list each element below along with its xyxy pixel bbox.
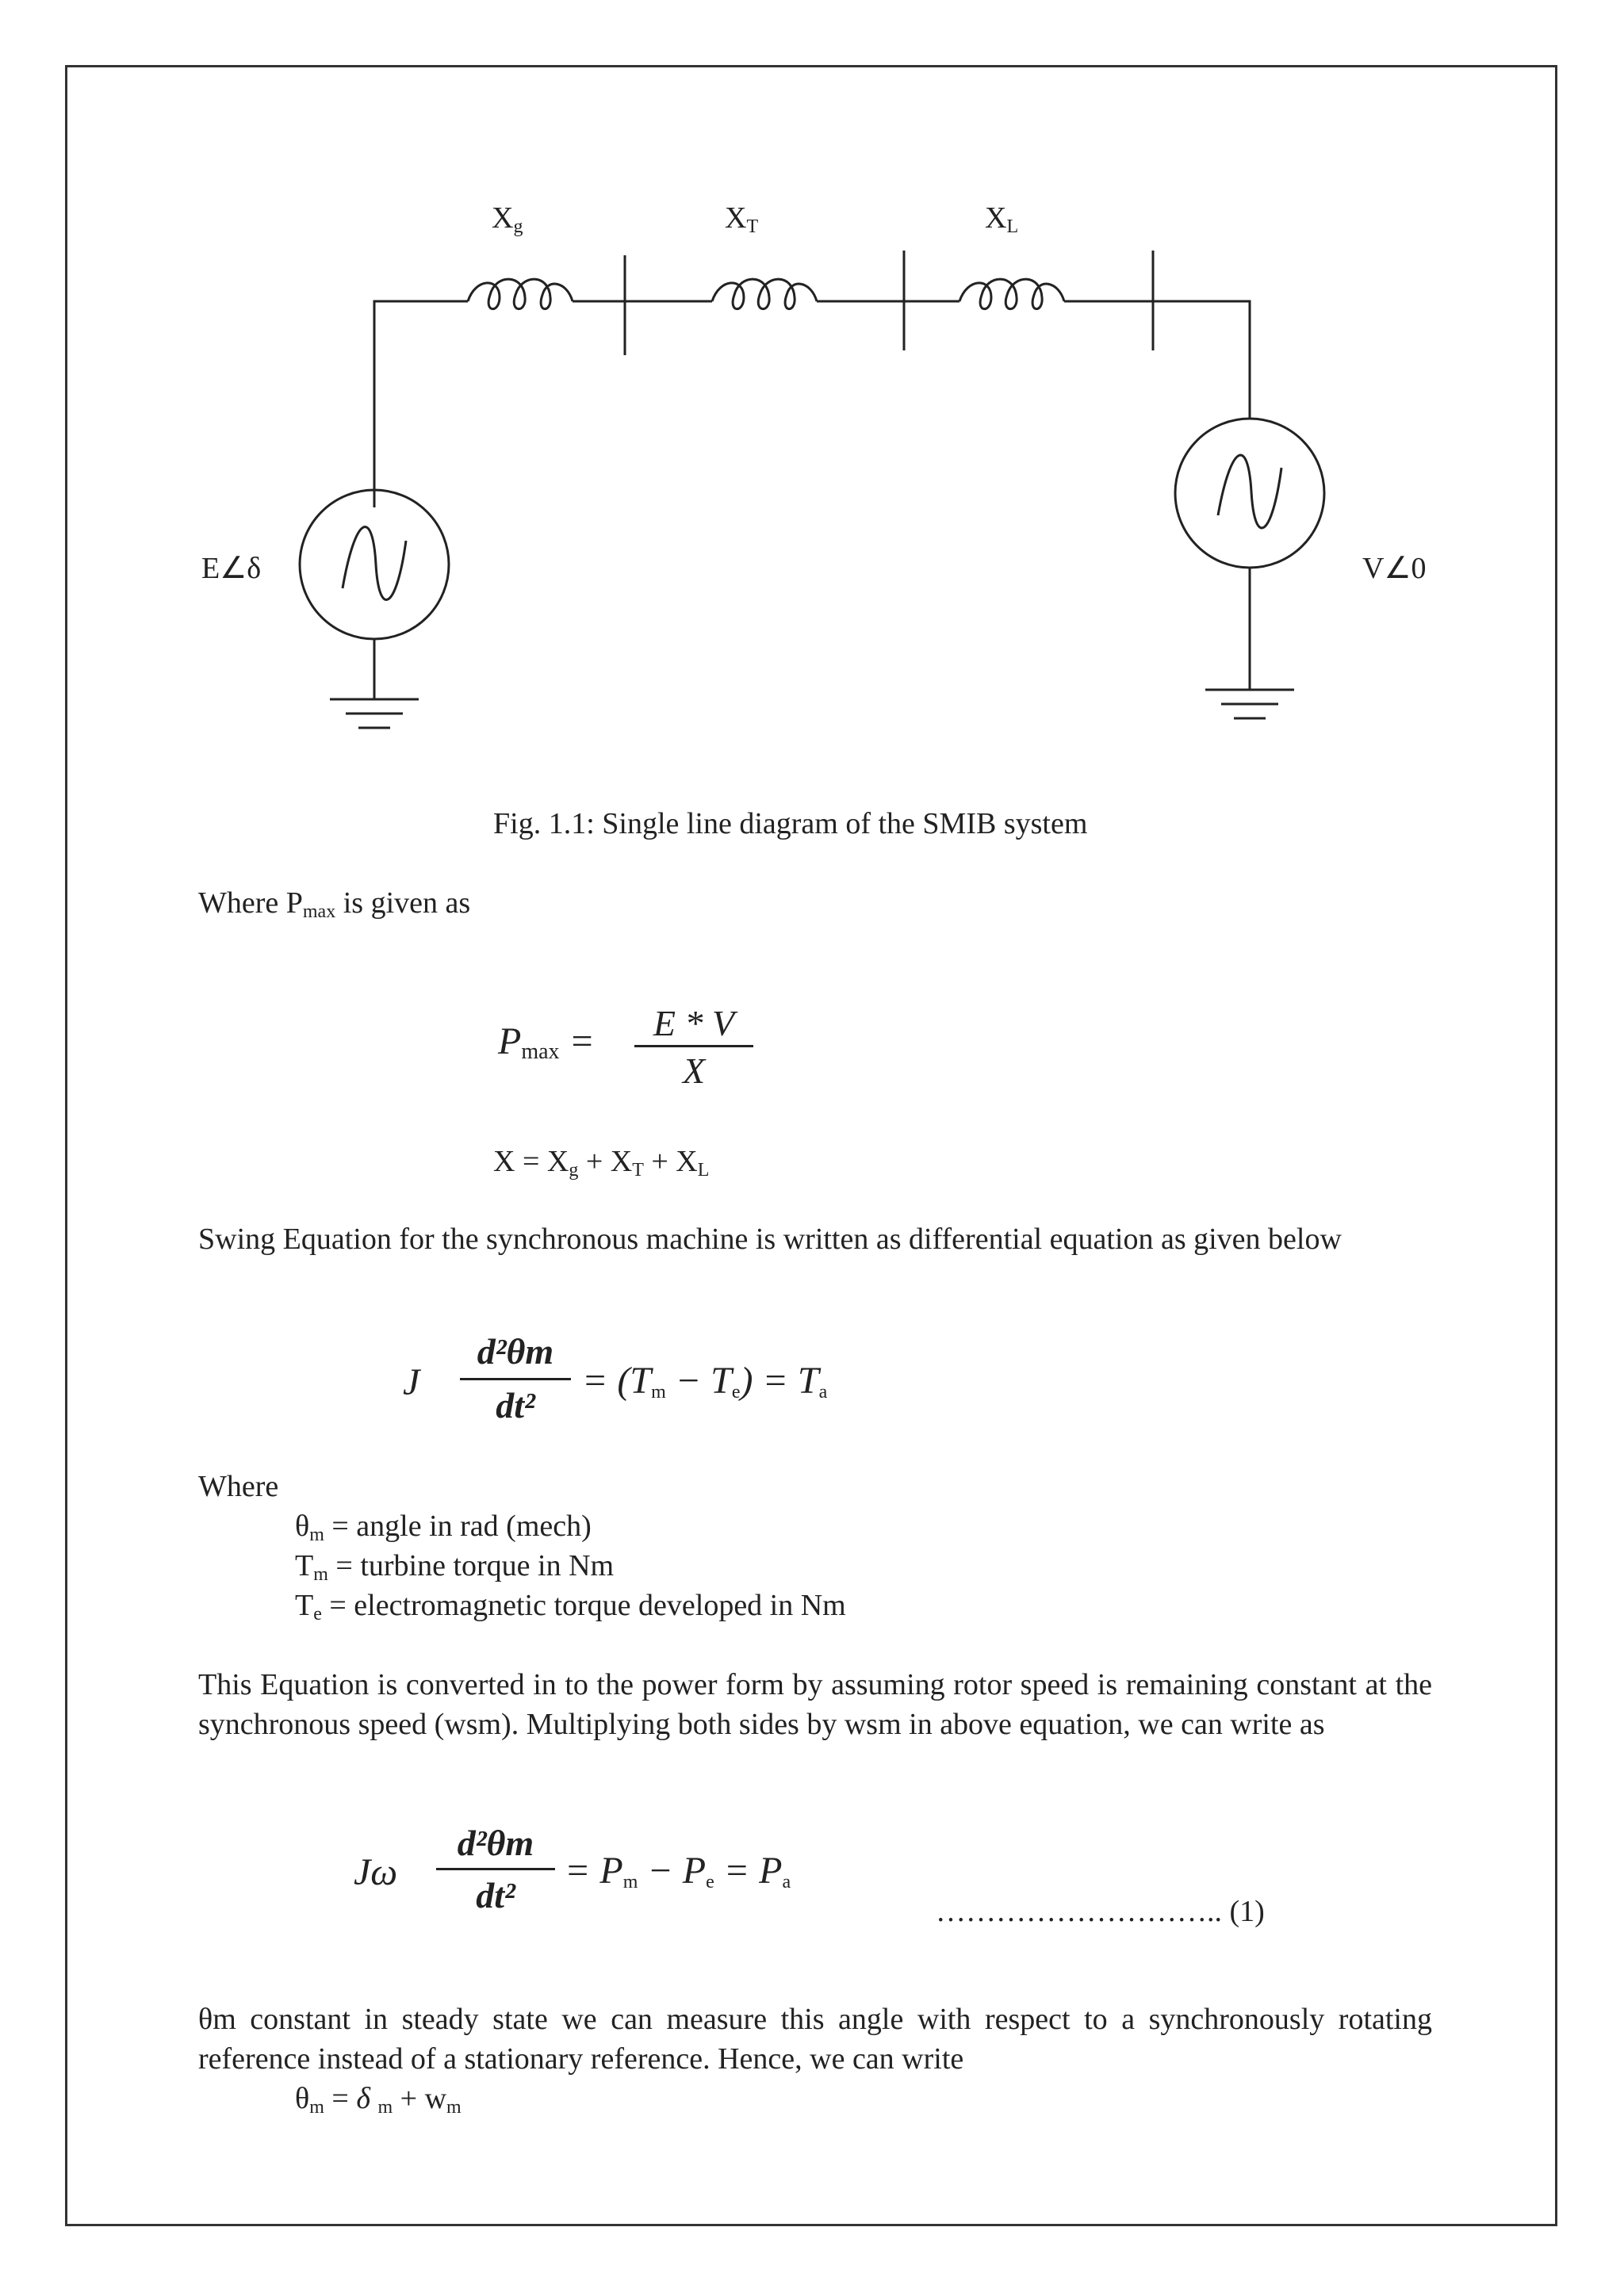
eq2-numerator: d²θm: [457, 1823, 534, 1863]
label-xg: $X_g$: [492, 201, 523, 237]
inductor-xl: [959, 279, 1064, 309]
eq-x-sum: $X = X_g + X_T + X_L$: [493, 1145, 710, 1181]
eq1-numerator: d²θm: [477, 1331, 554, 1372]
eq-pmax-lhs: $P_{max}$ =: [498, 1020, 595, 1064]
def-theta-m: $\theta_m$ = angle in rad (mech): [295, 1510, 592, 1545]
final-equation: $\theta_m = \delta$ $_m + w_m$: [295, 2082, 462, 2118]
eq2-rhs: = $P_m - P_e = P_a$: [565, 1850, 791, 1892]
eq2-denominator: dt²: [476, 1875, 515, 1915]
left-ground-symbol: [330, 699, 419, 728]
where-label: Where: [198, 1470, 279, 1503]
eq1-denominator: dt²: [496, 1385, 535, 1425]
steady-state-paragraph: θm constant in steady state we can measure this angle with respect to a synchronously rotating reference instead of a stationary reference. Hence, we can write: [198, 2003, 1432, 2076]
inductor-xt: [712, 279, 817, 309]
figure-caption: Fig. 1.1: Single line diagram of the SMIB system: [493, 807, 1088, 840]
label-xl: $X_L$: [985, 201, 1019, 237]
eq1-rhs: = $(T_m - T_e) = T_a$: [582, 1360, 828, 1402]
left-source-symbol: [300, 490, 449, 639]
eq2-number: ……………………….. (1): [936, 1895, 1265, 1928]
right-ground-symbol: [1205, 690, 1294, 718]
eq-pmax-denominator: X: [682, 1050, 706, 1091]
inductor-xg: [468, 279, 573, 309]
def-te: $T_e$ = electromagnetic torque developed in Nm: [295, 1589, 846, 1624]
label-left-source: E∠δ: [201, 552, 262, 585]
eq1-fraction-bar: [460, 1378, 571, 1380]
power-form-paragraph: This Equation is converted in to the power form by assuming rotor speed is remaining constant at the synchronous speed (wsm). Multiplying both sides by wsm in above equation, we can write as: [198, 1668, 1432, 1741]
label-right-source: V∠0: [1362, 552, 1427, 585]
right-source-symbol: [1175, 419, 1324, 568]
eq-pmax-numerator: E * V: [653, 1003, 735, 1043]
def-tm: $T_m$ = turbine torque in Nm: [295, 1549, 615, 1585]
where-pmax-line: Where $P_{max}$ is given as: [198, 886, 471, 922]
swing-intro-paragraph: Swing Equation for the synchronous machine is written as differential equation as given below: [198, 1223, 1342, 1256]
left-feeder-wire: [374, 301, 468, 507]
eq2-fraction-bar: [436, 1868, 555, 1870]
label-xt: $X_T$: [725, 201, 759, 237]
smib-single-line-diagram: [0, 0, 1624, 793]
eq2-j-omega: Jω: [354, 1851, 398, 1893]
eq-pmax-fraction-bar: [634, 1045, 753, 1047]
eq1-j: J: [403, 1361, 420, 1403]
